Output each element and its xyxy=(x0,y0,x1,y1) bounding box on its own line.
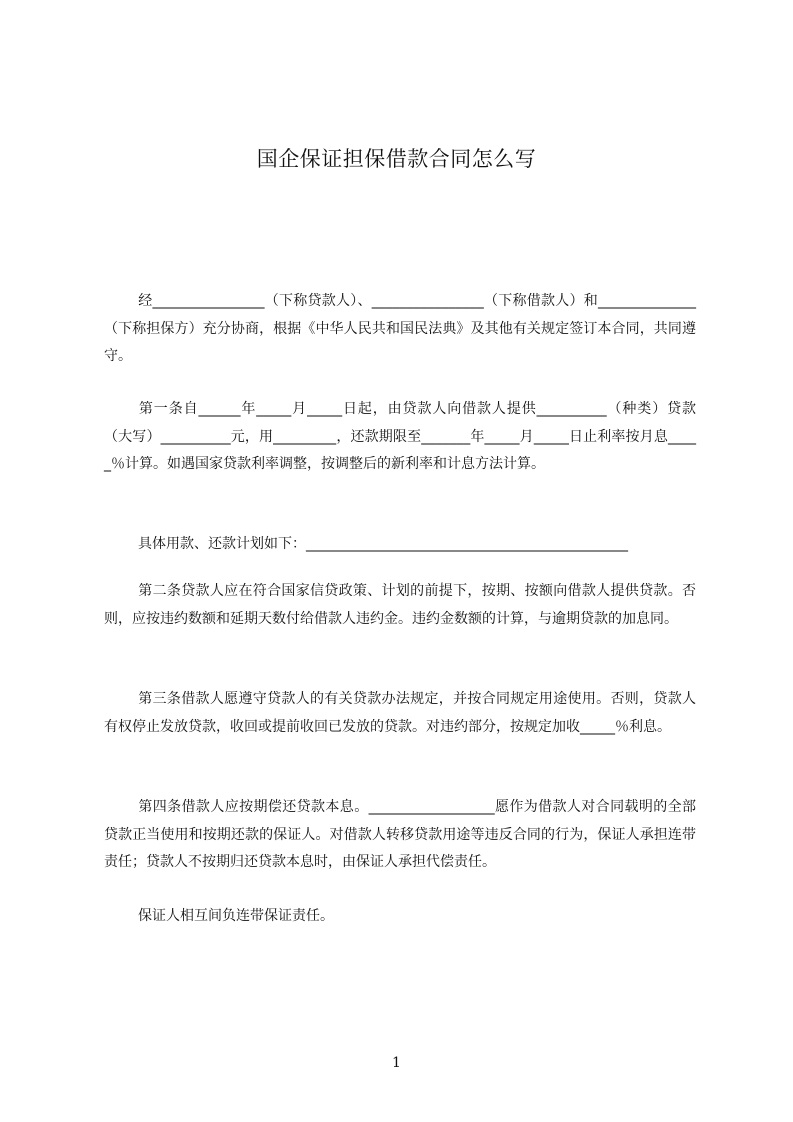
paragraph-text: 第三条借款人愿遵守贷款人的有关贷款办法规定，并按合同规定用途使用。否则，贷款人有权停止发放贷款，收回或提前收回已发放的贷款。对违约部分，按规定加收_____％利息。 xyxy=(104,691,696,735)
paragraph-text: 具体用款、还款计划如下：______________________________________________ xyxy=(138,536,628,552)
paragraph-text: 第二条贷款人应在符合国家信贷政策、计划的前提下，按期、按额向借款人提供贷款。否则，应按违约数额和延期天数付给借款人违约金。违约金数额的计算，与逾期贷款的加息同。 xyxy=(104,583,696,627)
page-number: 1 xyxy=(392,1055,401,1071)
paragraph-article-1 xyxy=(104,396,696,479)
paragraph-text: 第四条借款人应按期偿还贷款本息。__________________愿作为借款人对合同载明的全部贷款正当使用和按期还款的保证人。对借款人转移贷款用途等违反合同的行为，保证人承担连带责任；贷款人不按期归还贷款本息时，由保证人承担代偿责任。 xyxy=(104,799,696,870)
paragraph-text: 保证人相互间负连带保证责任。 xyxy=(138,908,334,924)
paragraph-joint-liability xyxy=(104,903,696,931)
paragraph-article-3 xyxy=(104,686,696,741)
paragraph-repayment-plan xyxy=(104,531,696,559)
paragraph-text: 经________________（下称贷款人）、________________（下称借款人）和______________（下称担保方）充分协商，根据《中华人民共和国民法典》及其他有关规定签订本合同，共同遵守。 xyxy=(104,293,696,364)
paragraph-text: 第一条自______年_____月_____日起，由贷款人向借款人提供__________（种类）贷款（大写）__________元，用_________，还款期限至_______年_____月_____日止利率按月息_____％计算。如遇国家贷款利率调整，按调整后的新利率和计息方法计算。 xyxy=(104,401,696,472)
paragraph-preamble xyxy=(104,288,696,371)
paragraph-article-4 xyxy=(104,794,696,877)
document-title: 国企保证担保借款合同怎么写 xyxy=(256,147,537,171)
paragraph-article-2 xyxy=(104,578,696,633)
